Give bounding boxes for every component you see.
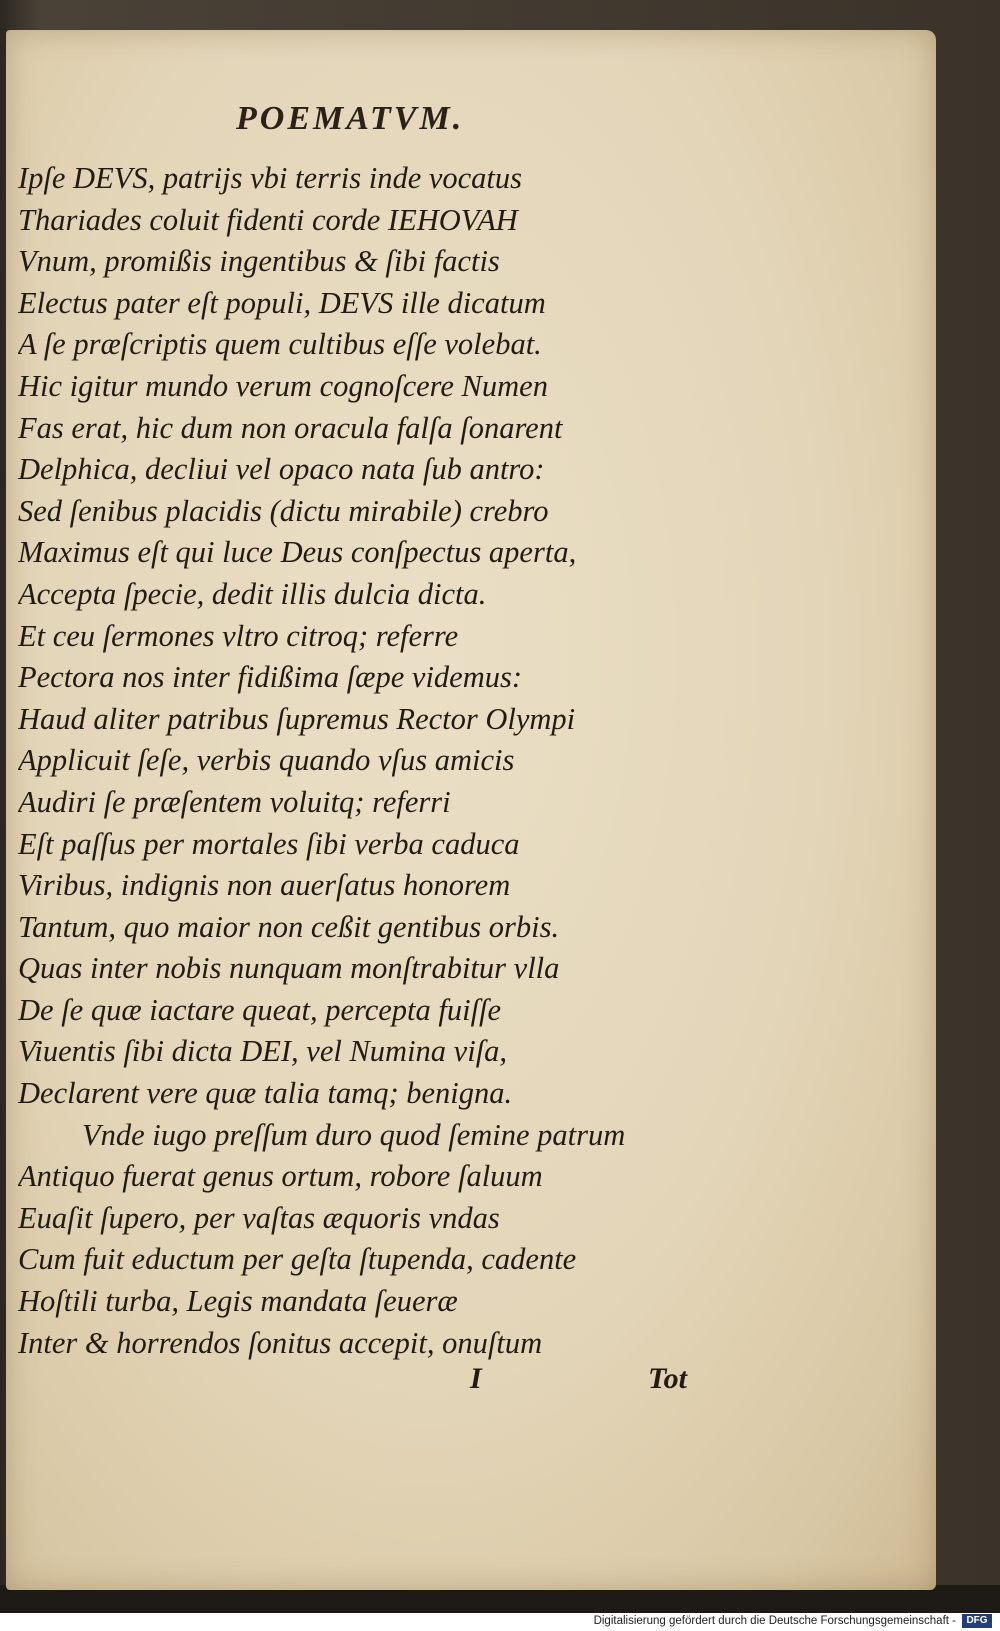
verse-line: Accepta ſpecie, dedit illis dulcia dicta. — [18, 576, 487, 611]
verse-line: Eſt paſſus per mortales ſibi verba caduca — [18, 826, 520, 861]
verse-line: Quas inter nobis nunquam monſtrabitur vlla — [18, 951, 560, 986]
verse-line: Delphica, decliui vel opaco nata ſub antro: — [18, 452, 545, 487]
verse-line: Hic igitur mundo verum cognoſcere Numen — [18, 368, 548, 403]
verse-line: Fas erat, hic dum non oracula falſa ſonarent — [18, 410, 563, 445]
verse-line: Sed ſenibus placidis (dictu mirabile) crebro — [18, 493, 549, 528]
verse-line: Vnum, promißis ingentibus & ſibi factis — [18, 244, 500, 279]
verse-line: Viuentis ſibi dicta DEI, vel Numina viſa, — [18, 1034, 508, 1069]
verse-line: Cum fuit eductum per geſta ſtupenda, cadente — [18, 1242, 577, 1277]
verse-line: Pectora nos inter fidißima ſæpe videmus: — [18, 660, 523, 695]
catchword: Tot — [648, 1362, 687, 1395]
verse-line: Audiri ſe præſentem voluitq; referri — [18, 784, 451, 819]
verse-line: Hoſtili turba, Legis mandata ſeueræ — [18, 1284, 458, 1319]
verse-line: Tantum, quo maior non ceßit gentibus orbis. — [18, 909, 560, 944]
verse-line: Maximus eſt qui luce Deus conſpectus aperta, — [18, 535, 577, 570]
verse-line: Inter & horrendos ſonitus accepit, onuſtum — [18, 1325, 543, 1360]
running-header: POEMATVM. — [236, 100, 465, 137]
verse-line: Haud aliter patribus ſupremus Rector Olympi — [18, 701, 576, 736]
dfg-logo: DFG — [962, 1614, 992, 1628]
verse-line: Electus pater eſt populi, DEVS ille dicatum — [18, 285, 546, 320]
verse-line: Et ceu ſermones vltro citroq; referre — [18, 618, 459, 653]
poem-text — [18, 158, 718, 1364]
verse-line: Declarent vere quæ talia tamq; benigna. — [18, 1076, 513, 1111]
verse-line: A ſe præſcriptis quem cultibus eſſe volebat. — [18, 327, 542, 362]
verse-line: Vnde iugo preſſum duro quod ſemine patrum — [82, 1117, 626, 1152]
verse-line: Ipſe DEVS, patrijs vbi terris inde vocatus — [18, 161, 523, 195]
verse-line: De ſe quæ iactare queat, percepta fuiſſe — [18, 992, 502, 1027]
verse-line: Viribus, indignis non auerſatus honorem — [18, 868, 511, 903]
verse-line: Applicuit ſeſe, verbis quando vſus amicis — [18, 743, 515, 778]
signature-mark: I — [470, 1362, 482, 1395]
verse-line: Antiquo fuerat genus ortum, robore ſaluum — [18, 1159, 543, 1194]
verse-line: Thariades coluit fidenti corde IEHOVAH — [18, 202, 518, 237]
footer-credit: Digitalisierung gefördert durch die Deutsche Forschungsgemeinschaft - — [593, 1615, 956, 1627]
verse-line: Euaſit ſupero, per vaſtas æquoris vndas — [18, 1200, 500, 1235]
